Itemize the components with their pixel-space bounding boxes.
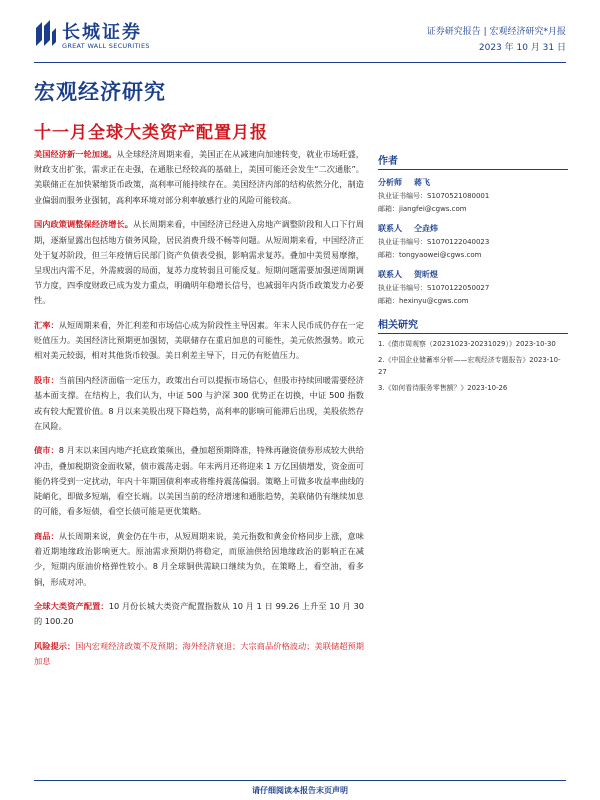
analyst-card bbox=[378, 176, 568, 216]
paragraph-text: 国内宏观经济政策不及预期；海外经济衰退；大宗商品价格波动；美联储超预期加息 bbox=[34, 641, 364, 667]
email-link[interactable]: hexinyu@cgws.com bbox=[399, 297, 469, 305]
logo-name-cn: 长城证券 bbox=[62, 22, 142, 43]
paragraph-lead: 债市： bbox=[34, 445, 59, 456]
paragraph-text: 从全球经济周期来看，美国正在从减速向加速转变，就业市场旺盛，财政支出扩张，需求正在走强，在通胀已经较高的基础上，美国可能还会发生“二次通胀”。美联储正在加快紧缩货币政策，高利率可能持续存在。美国经济内部的结构依然分化，制造业偏弱而服务业强韧，高利率环境对部分利率敏感行业的风险可能较高。 bbox=[34, 149, 364, 205]
report-header-meta bbox=[427, 24, 566, 56]
email-label: 邮箱： bbox=[378, 297, 399, 305]
analyst-name: 贺昕煜 bbox=[414, 270, 438, 279]
paragraph-risk bbox=[34, 639, 364, 669]
paragraph-text: 8 月末以来国内地产托底政策频出，叠加超预期降准，特殊再融资债券形成较大供给冲击，叠加税期资金面收紧，债市震荡走弱。年末两月还将迎来 1 万亿国债增发，资金面可能仍将受到一定扰动，年内十年期国债利率或将维持震荡偏弱。策略上可做多收益率曲线的陡峭化，即做多短端，看空长端。以美国当前的经济增速和通胀趋势，美联储仍有继续加息的可能，看多短债，看空长债可能是更优策略。 bbox=[34, 445, 364, 517]
header-divider bbox=[34, 62, 566, 63]
cert-label: 执业证书编号： bbox=[378, 192, 427, 200]
analyst-role: 联系人 bbox=[378, 224, 402, 233]
paragraph-equities bbox=[34, 373, 364, 434]
paragraph-text: 当前国内经济面临一定压力，政策出台可以提振市场信心，但股市持续回暖需要经济基本面支撑。在结构上，我们认为，中证 500 与沪深 300 优势正在切换，中证 500 指数或有较大配置价值。8 月以来美股出现下降趋势，高利率的影响可能滞后出现，美股依然存在风险。 bbox=[34, 375, 364, 431]
paragraph-lead: 汇率： bbox=[34, 320, 59, 331]
analyst-role: 联系人 bbox=[378, 270, 402, 279]
paragraph-allocation bbox=[34, 599, 364, 629]
paragraph-us-economy bbox=[34, 147, 364, 208]
great-wall-logo-icon bbox=[34, 20, 56, 48]
company-logo bbox=[34, 18, 184, 54]
paragraph-commodities bbox=[34, 529, 364, 590]
cert-number: S1070521080001 bbox=[427, 192, 490, 200]
related-research-item[interactable]: 2.《中国企业储蓄率分析——宏观经济专题报告》2023-10-27 bbox=[378, 355, 561, 376]
email-label: 邮箱： bbox=[378, 205, 399, 213]
email-link[interactable]: jiangfei@cgws.com bbox=[399, 205, 467, 213]
author-heading: 作者 bbox=[378, 152, 568, 170]
analyst-name: 仝垚炜 bbox=[414, 224, 438, 233]
report-type: 证券研究报告 | 宏观经济研究*月报 bbox=[426, 27, 566, 37]
related-research-list bbox=[378, 338, 568, 394]
summary-body bbox=[34, 147, 364, 679]
paragraph-bonds bbox=[34, 443, 364, 519]
report-date: 2023 年 10 月 31 日 bbox=[478, 43, 566, 53]
cert-label: 执业证书编号： bbox=[378, 238, 427, 246]
cert-label: 执业证书编号： bbox=[378, 284, 427, 292]
related-research-item[interactable]: 1.《债市周观察（20231023-20231029）》2023-10-30 bbox=[378, 340, 556, 348]
paragraph-domestic-policy bbox=[34, 217, 364, 308]
paragraph-text: 从短周期来看，外汇利差和市场信心成为阶段性主导因素。年末人民币成仍存在一定贬值压力。美国经济比预期更加强韧，美联储存在重启加息的可能性，美元依然强势。欧元相对美元较弱，相对其他货币较强。美日利差主导下，日元仍有贬值压力。 bbox=[34, 320, 364, 361]
email-label: 邮箱： bbox=[378, 251, 399, 259]
footer-disclaimer: 请仔细阅读本报告末页声明 bbox=[252, 786, 348, 795]
report-title: 十一月全球大类资产配置月报 bbox=[34, 123, 268, 143]
logo-name-en: GREAT WALL SECURITIES bbox=[62, 42, 150, 50]
related-research-heading: 相关研究 bbox=[378, 316, 568, 334]
footer-divider bbox=[34, 780, 566, 781]
sidebar bbox=[378, 152, 568, 397]
cert-number: S1070122040023 bbox=[427, 238, 490, 246]
analyst-role: 分析师 bbox=[378, 178, 402, 187]
paragraph-lead: 股市： bbox=[34, 375, 59, 386]
paragraph-lead: 商品： bbox=[34, 530, 59, 541]
paragraph-text: 10 月份长城大类资产配置指数从 10 月 1 日 99.26 上升至 10 月 30 的 100.20 bbox=[34, 601, 364, 627]
paragraph-lead: 美国经济新一轮加速。 bbox=[34, 149, 117, 159]
section-title: 宏观经济研究 bbox=[34, 80, 166, 104]
cert-number: S1070122050027 bbox=[427, 284, 490, 292]
paragraph-text: 从长周期来说，黄金仍在牛市，从短周期来说，美元指数和黄金价格同步上涨，意味着近期地缘政治影响更大。原油需求预期仍将稳定，而原油供给因地缘政治的影响正在减少，短期内原油价格弹性较小。8 月全球铜供需缺口继续为负，在策略上，看空油，看多铜，形成对冲。 bbox=[34, 530, 364, 587]
paragraph-lead: 全球大类资产配置： bbox=[34, 601, 109, 612]
email-link[interactable]: tongyaowei@cgws.com bbox=[399, 251, 482, 259]
analyst-card bbox=[378, 222, 568, 262]
related-research-item[interactable]: 3.《如何看待服务零售额？》2023-10-26 bbox=[378, 383, 508, 392]
paragraph-fx bbox=[34, 318, 364, 364]
paragraph-text: 从长周期来看，中国经济已经进入房地产调整阶段和人口下行周期，逐渐显露出包括地方债务风险，居民消费升级不畅等问题。从短周期来看，中国经济正处于复苏阶段，但三年疫情后民部门资产负债表受损，影响需求复苏。叠加中美贸易摩擦，呈现出内需不足，外需疲弱的局面，复苏力度转弱且可能反复。短期问题需要加强逆周期调节力度，四季度财政已成为发力重点，明确明年稳增长信号，也减弱年内货币政策发力必要性。 bbox=[34, 219, 364, 306]
analyst-name: 蒋飞 bbox=[414, 178, 430, 187]
analyst-card bbox=[378, 268, 568, 308]
paragraph-lead: 国内政策调整保经济增长。 bbox=[34, 219, 134, 230]
paragraph-lead: 风险提示： bbox=[34, 641, 76, 652]
